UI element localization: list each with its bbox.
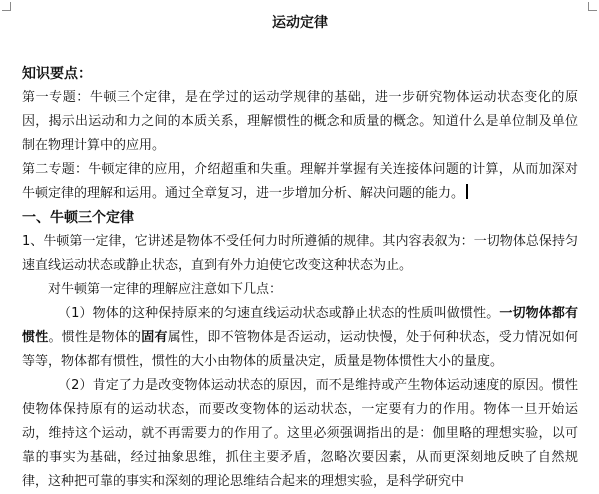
point-one-emphasis-inherent: 固有 <box>141 330 168 345</box>
section-heading: 知识要点： <box>22 66 92 82</box>
notes-intro: 对牛顿第一定律的理解应注意如下几点： <box>48 282 283 297</box>
text-cursor <box>466 184 468 199</box>
topic-one-paragraph: 第一专题：牛顿三个定律，是在学过的运动学规律的基础，进一步研究物体运动状态变化的原因，揭示出运动和力之间的本质关系，理解惯性的概念和质量的概念。知道什么是单位制及单位制在物理计算中的应用。 <box>22 90 578 153</box>
margin-corner-mark-left <box>2 2 11 11</box>
point-two-paragraph: （2）肯定了力是改变物体运动状态的原因，而不是维持或产生物体运动速度的原因。惯性使物体保持原有的运动状态，而要改变物体的运动状态，一定要有力的作用。物体一旦开始运动，维持这个运动，就不再需要力的作用了。这里必须强调指出的是：伽里略的理想实验，以可靠的事实为基础，经过抽象思维，抓住主要矛盾，忽略次要因素，从而更深刻地反映了自然规律，这种把可靠的事实和深刻的理论思维结合起来的理想实验，是科学研究中 <box>22 378 578 489</box>
margin-corner-mark-right <box>588 2 597 11</box>
document-page <box>22 12 578 494</box>
heading-newton-laws: 一、牛顿三个定律 <box>22 210 134 226</box>
topic-two-paragraph[interactable] <box>22 158 578 206</box>
point-one-text-e: 属性，即不管物体是否运动，运动快慢，处于何种状态，受力情况如何等等，物体都有惯性，惯性的大小由物体的质量决定，质量是物体惯性大小的量度。 <box>22 330 578 369</box>
point-one-paragraph <box>22 302 578 374</box>
point-one-emphasis-all-inertia: 一切物体都有惯性 <box>22 306 578 345</box>
point-one-text-c: 。惯性是物体的 <box>48 330 142 345</box>
document-title: 运动定律 <box>272 15 328 31</box>
topic-two-text: 第二专题：牛顿定律的应用，介绍超重和失重。理解并掌握有关连接体问题的计算，从而加深对牛顿定律的理解和运用。通过全章复习，进一步增加分析、解决问题的能力。 <box>22 162 578 201</box>
first-law-paragraph: 1、牛顿第一定律，它讲述是物体不受任何力时所遵循的规律。其内容表叙为：一切物体总保持匀速直线运动状态或静止状态，直到有外力迫使它改变这种状态为止。 <box>22 234 578 273</box>
point-one-text-a: （1）物体的这种保持原来的匀速直线运动状态或静止状态的性质叫做惯性。 <box>58 306 500 321</box>
